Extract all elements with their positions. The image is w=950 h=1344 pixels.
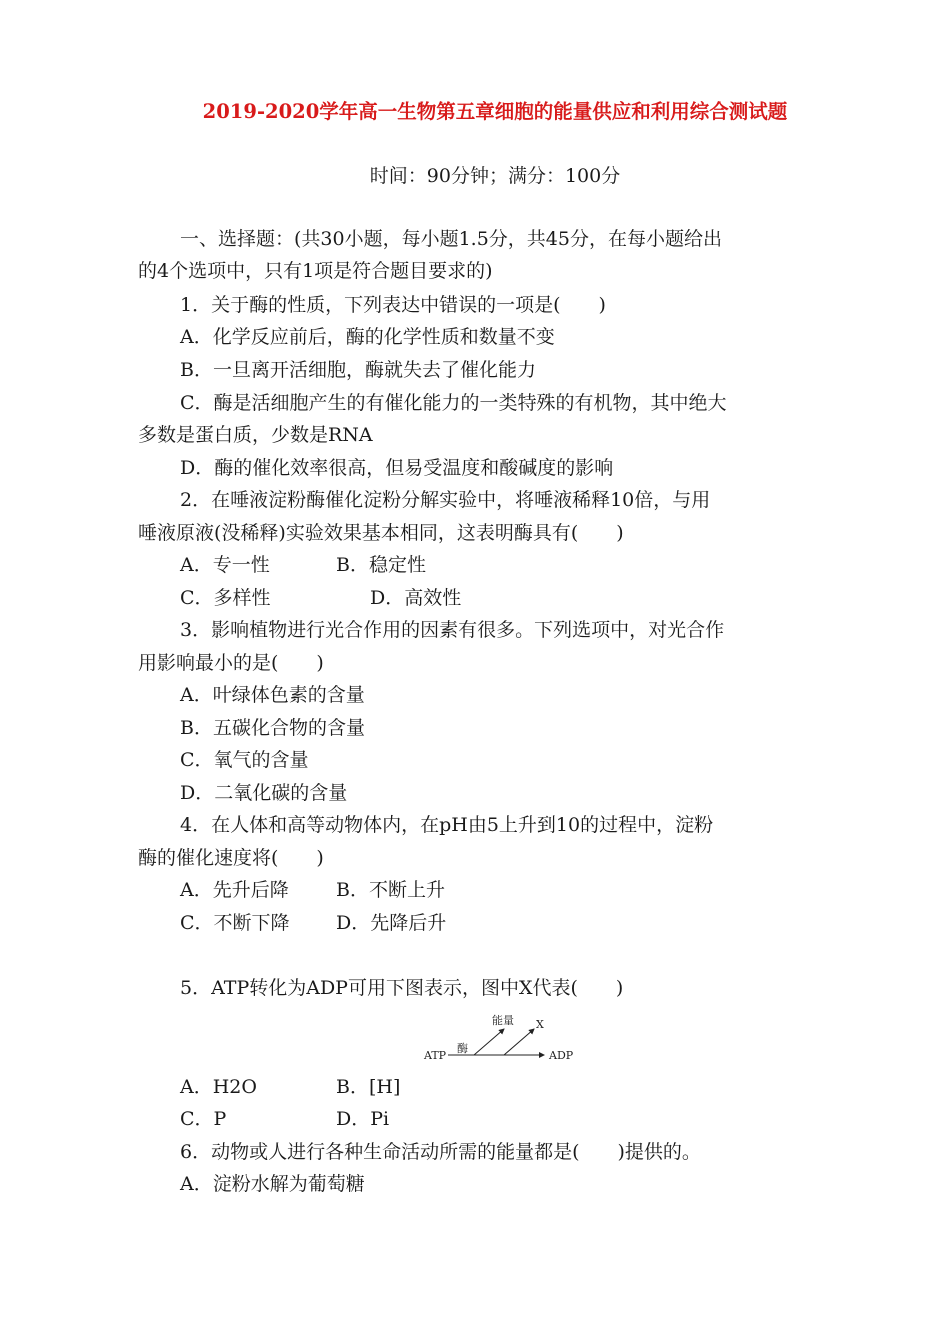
question-1-option-a: A．化学反应前后，酶的化学性质和数量不变: [180, 326, 555, 348]
question-3-option-d: D．二氧化碳的含量: [180, 782, 348, 804]
question-5-stem: 5．ATP转化为ADP可用下图表示，图中X代表( ): [180, 977, 624, 999]
question-2-option-a: A．专一性: [180, 554, 270, 576]
question-2-option-c: C．多样性: [180, 587, 271, 609]
question-3-stem-cont: 用影响最小的是( ): [138, 652, 324, 674]
section-heading-cont: 的4个选项中，只有1项是符合题目要求的): [138, 260, 493, 282]
question-2-option-b: B．稳定性: [336, 554, 426, 576]
question-5-option-a: A．H2O: [180, 1076, 257, 1098]
diagram-adp-label: ADP: [549, 1049, 574, 1062]
question-4-stem-cont: 酶的催化速度将( ): [138, 847, 324, 869]
question-2-stem: 2．在唾液淀粉酶催化淀粉分解实验中，将唾液稀释10倍，与用: [180, 489, 711, 511]
question-5-option-d: D．Pi: [336, 1108, 390, 1130]
question-2-option-d: D．高效性: [370, 587, 462, 609]
question-2-stem-cont: 唾液原液(没稀释)实验效果基本相同，这表明酶具有( ): [138, 522, 624, 544]
exam-info: 时间：90分钟；满分：100分: [369, 165, 621, 187]
question-6-option-a: A．淀粉水解为葡萄糖: [180, 1173, 365, 1195]
question-4-option-b: B．不断上升: [336, 879, 445, 901]
question-4-option-d: D．先降后升: [336, 912, 447, 934]
question-3-option-b: B．五碳化合物的含量: [180, 717, 365, 739]
question-1-option-b: B．一旦离开活细胞，酶就失去了催化能力: [180, 359, 536, 381]
diagram-x-label: X: [536, 1018, 544, 1031]
question-4-option-c: C．不断下降: [180, 912, 290, 934]
diagram-x-arrow: [504, 1029, 534, 1055]
question-6-stem: 6．动物或人进行各种生命活动所需的能量都是( )提供的。: [180, 1141, 701, 1163]
question-4-option-a: A．先升后降: [180, 879, 289, 901]
diagram-enzyme-label: 酶: [457, 1042, 468, 1055]
question-5-option-b: B．[H]: [336, 1076, 401, 1098]
question-1-option-c-cont: 多数是蛋白质，少数是RNA: [138, 424, 373, 446]
question-3-stem: 3．影响植物进行光合作用的因素有很多。下列选项中，对光合作: [180, 619, 725, 641]
question-1-option-d: D．酶的催化效率很高，但易受温度和酸碱度的影响: [180, 457, 614, 479]
question-3-option-c: C．氧气的含量: [180, 749, 309, 771]
diagram-atp-label: ATP: [424, 1049, 447, 1062]
diagram-energy-label: 能量: [492, 1014, 514, 1027]
atp-adp-diagram: [420, 1012, 580, 1070]
question-3-option-a: A．叶绿体色素的含量: [180, 684, 365, 706]
section-heading: 一、选择题：(共30小题，每小题1.5分，共45分，在每小题给出: [180, 228, 722, 250]
question-5-option-c: C．P: [180, 1108, 227, 1130]
question-1-stem: 1．关于酶的性质，下列表达中错误的一项是( ): [180, 294, 606, 316]
diagram-energy-arrow: [474, 1029, 504, 1055]
question-4-stem: 4．在人体和高等动物体内，在pH由5上升到10的过程中，淀粉: [180, 814, 714, 836]
question-1-option-c: C．酶是活细胞产生的有催化能力的一类特殊的有机物，其中绝大: [180, 392, 727, 414]
page-title: 2019-2020学年高一生物第五章细胞的能量供应和利用综合测试题: [202, 100, 788, 123]
